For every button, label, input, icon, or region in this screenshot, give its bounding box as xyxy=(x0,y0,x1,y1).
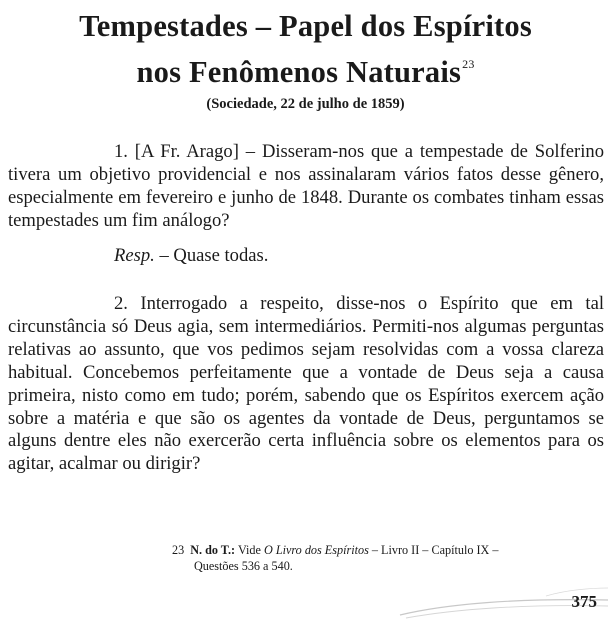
response-label: Resp. xyxy=(114,245,155,266)
paragraph-2-text: 2. Interrogado a respeito, disse-nos o Espírito que em tal circunstância só Deus agia, sem intermediários. Permiti-nos algumas perguntas relativas ao assunto, que vos pedimos sejam resolvidas com a vossa clareza habitual. Concebemos perfeitamente que a vontade de Deus seja a causa primeira, nisto como em tudo; porém, sabendo que os Espíritos exercem ação sobre a matéria e que são os agentes da vontade de Deus, perguntamos se alguns dentre eles não exercerão certa influência sobre os elementos para os agitar, acalmar ou dirigir? xyxy=(8,293,604,475)
session-subtitle: (Sociedade, 22 de julho de 1859) xyxy=(206,96,405,112)
title-text-line-1: Tempestades – Papel dos Espíritos xyxy=(79,9,532,43)
footnote-suffix: – Livro II – Capítulo IX – xyxy=(368,543,499,557)
footnote-number: 23 xyxy=(172,543,185,557)
footnote-book-title: O Livro dos Espíritos xyxy=(263,543,369,557)
footnote-prefix: Vide xyxy=(235,543,264,557)
paragraph-1 xyxy=(8,141,604,233)
chapter-title-line-1 xyxy=(0,8,611,44)
paragraph-2 xyxy=(8,293,604,476)
footnote-label: N. do T.: xyxy=(190,543,236,557)
chapter-title-line-2 xyxy=(0,46,611,90)
response-text: – Quase todas. xyxy=(154,245,269,266)
title-text-line-2: nos Fenômenos Naturais xyxy=(136,55,462,89)
response-line xyxy=(114,245,268,268)
title-footnote-ref[interactable]: 23 xyxy=(462,57,475,71)
paragraph-1-text: 1. [A Fr. Arago] – Disseram-nos que a tempestade de Solferino tivera um objetivo providencial e nos assinalaram vários fatos desse gênero, especialmente em fevereiro e junho de 1848. Durante os combates tinham essas tempestades um fim análogo? xyxy=(8,141,604,231)
page-number: 375 xyxy=(571,592,597,611)
footnote-line-2: Questões 536 a 540. xyxy=(194,558,293,573)
footnote xyxy=(172,543,602,574)
